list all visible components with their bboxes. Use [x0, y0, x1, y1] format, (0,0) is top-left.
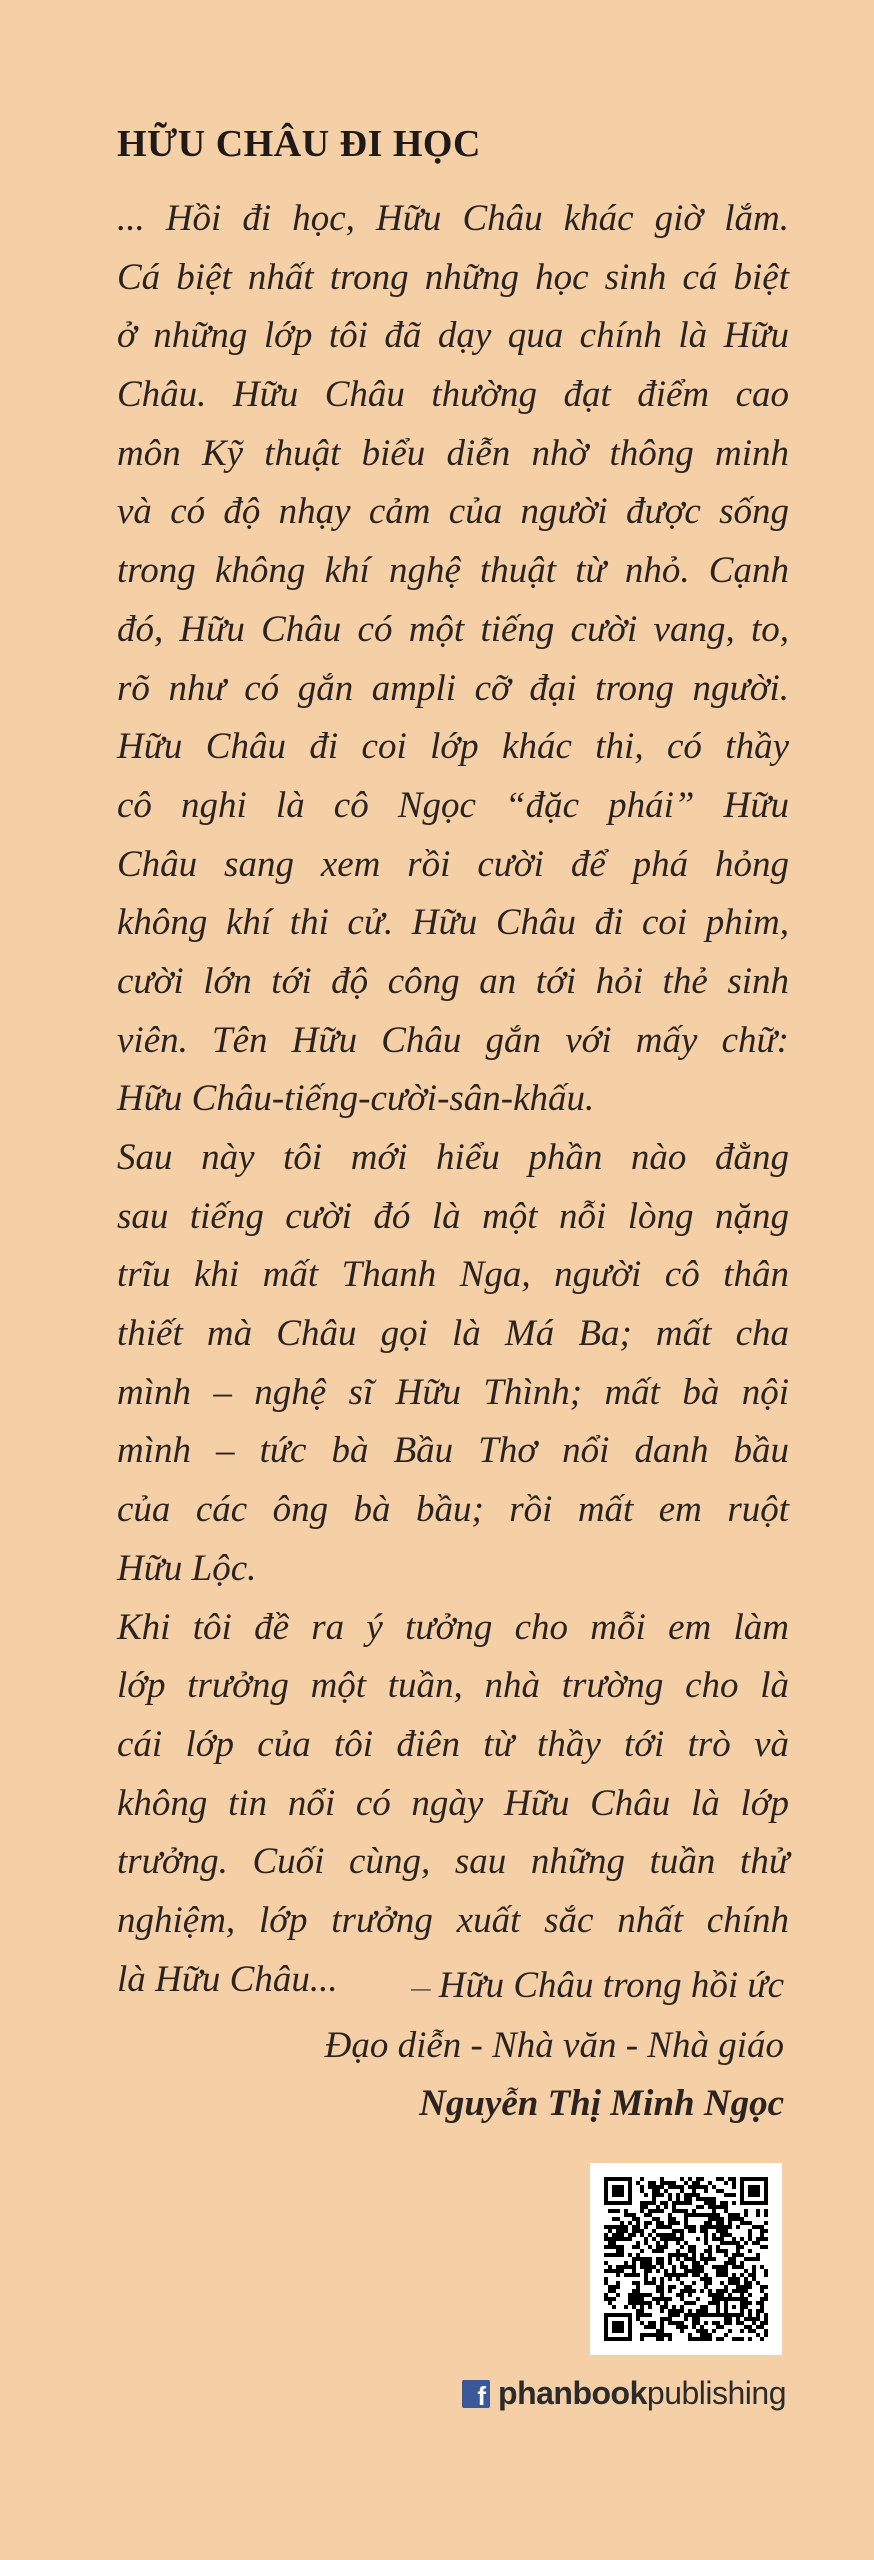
text-line: không khí thi cử. Hữu Châu đi coi phim,: [117, 902, 789, 944]
text-line: Cá biệt nhất trong những học sinh cá biệt: [117, 256, 789, 298]
publisher-name-regular: publishing: [646, 2375, 786, 2411]
text-line: Khi tôi đề ra ý tưởng cho mỗi em làm: [117, 1606, 789, 1648]
text-line: trĩu khi mất Thanh Nga, người cô thân: [117, 1254, 789, 1296]
page-title: HỮU CHÂU ĐI HỌC: [117, 123, 481, 165]
text-line: Châu. Hữu Châu thường đạt điểm cao: [117, 374, 789, 416]
text-line: Hữu Châu đi coi lớp khác thi, có thầy: [117, 726, 789, 768]
text-line: cười lớn tới độ công an tới hỏi thẻ sinh: [117, 960, 789, 1002]
text-line: và có độ nhạy cảm của người được sống: [117, 491, 789, 533]
publisher-brand: [462, 2375, 786, 2412]
text-line: Hữu Lộc.: [117, 1547, 257, 1589]
signature-author: Nguyễn Thị Minh Ngọc: [419, 2083, 784, 2124]
text-line: của các ông bà bầu; rồi mất em ruột: [117, 1489, 789, 1531]
text-line: đó, Hữu Châu có một tiếng cười vang, to,: [117, 608, 789, 650]
text-line: viên. Tên Hữu Châu gắn với mấy chữ:: [117, 1019, 789, 1061]
text-line: không tin nổi có ngày Hữu Châu là lớp: [117, 1782, 789, 1824]
signature-roles: Đạo diễn - Nhà văn - Nhà giáo: [324, 2025, 784, 2066]
text-line: sau tiếng cười đó là một nỗi lòng nặng: [117, 1195, 789, 1237]
signature-source-line: [325, 1957, 784, 2017]
excerpt-text: [117, 190, 789, 2009]
text-line: ở những lớp tôi đã dạy qua chính là Hữu: [117, 315, 789, 357]
text-line: Sau này tôi mới hiểu phần nào đằng: [117, 1137, 789, 1178]
signature-source: Hữu Châu trong hồi ức: [438, 1965, 784, 2006]
text-line: cái lớp của tôi điên từ thầy tới trò và: [117, 1723, 789, 1765]
qr-code-image: [604, 2177, 768, 2341]
text-line: môn Kỹ thuật biểu diễn nhờ thông minh: [117, 432, 789, 474]
text-line: mình – nghệ sĩ Hữu Thình; mất bà nội: [117, 1371, 789, 1413]
text-line: trưởng. Cuối cùng, sau những tuần thử: [117, 1841, 789, 1883]
text-line: thiết mà Châu gọi là Má Ba; mất cha: [117, 1313, 789, 1355]
text-line: là Hữu Châu...: [117, 1958, 338, 2000]
text-line: trong không khí nghệ thuật từ nhỏ. Cạnh: [117, 550, 789, 592]
text-line: Châu sang xem rồi cười để phá hỏng: [117, 843, 789, 885]
facebook-icon: f: [462, 2380, 490, 2408]
signature-block: [325, 1957, 784, 2133]
signature-dash: —: [411, 1975, 431, 2000]
text-line: lớp trưởng một tuần, nhà trường cho là: [117, 1665, 789, 1707]
text-line: cô nghi là cô Ngọc “đặc phái” Hữu: [117, 784, 789, 826]
qr-code: [590, 2163, 782, 2355]
text-line: mình – tức bà Bầu Thơ nổi danh bầu: [117, 1430, 789, 1472]
text-line: Hữu Châu-tiếng-cười-sân-khấu.: [117, 1078, 595, 1120]
text-line: rõ như có gắn ampli cỡ đại trong người.: [117, 667, 789, 709]
text-line: ... Hồi đi học, Hữu Châu khác giờ lắm.: [117, 198, 789, 239]
publisher-name-bold: phanbook: [498, 2375, 647, 2411]
text-line: nghiệm, lớp trưởng xuất sắc nhất chính: [117, 1899, 789, 1941]
